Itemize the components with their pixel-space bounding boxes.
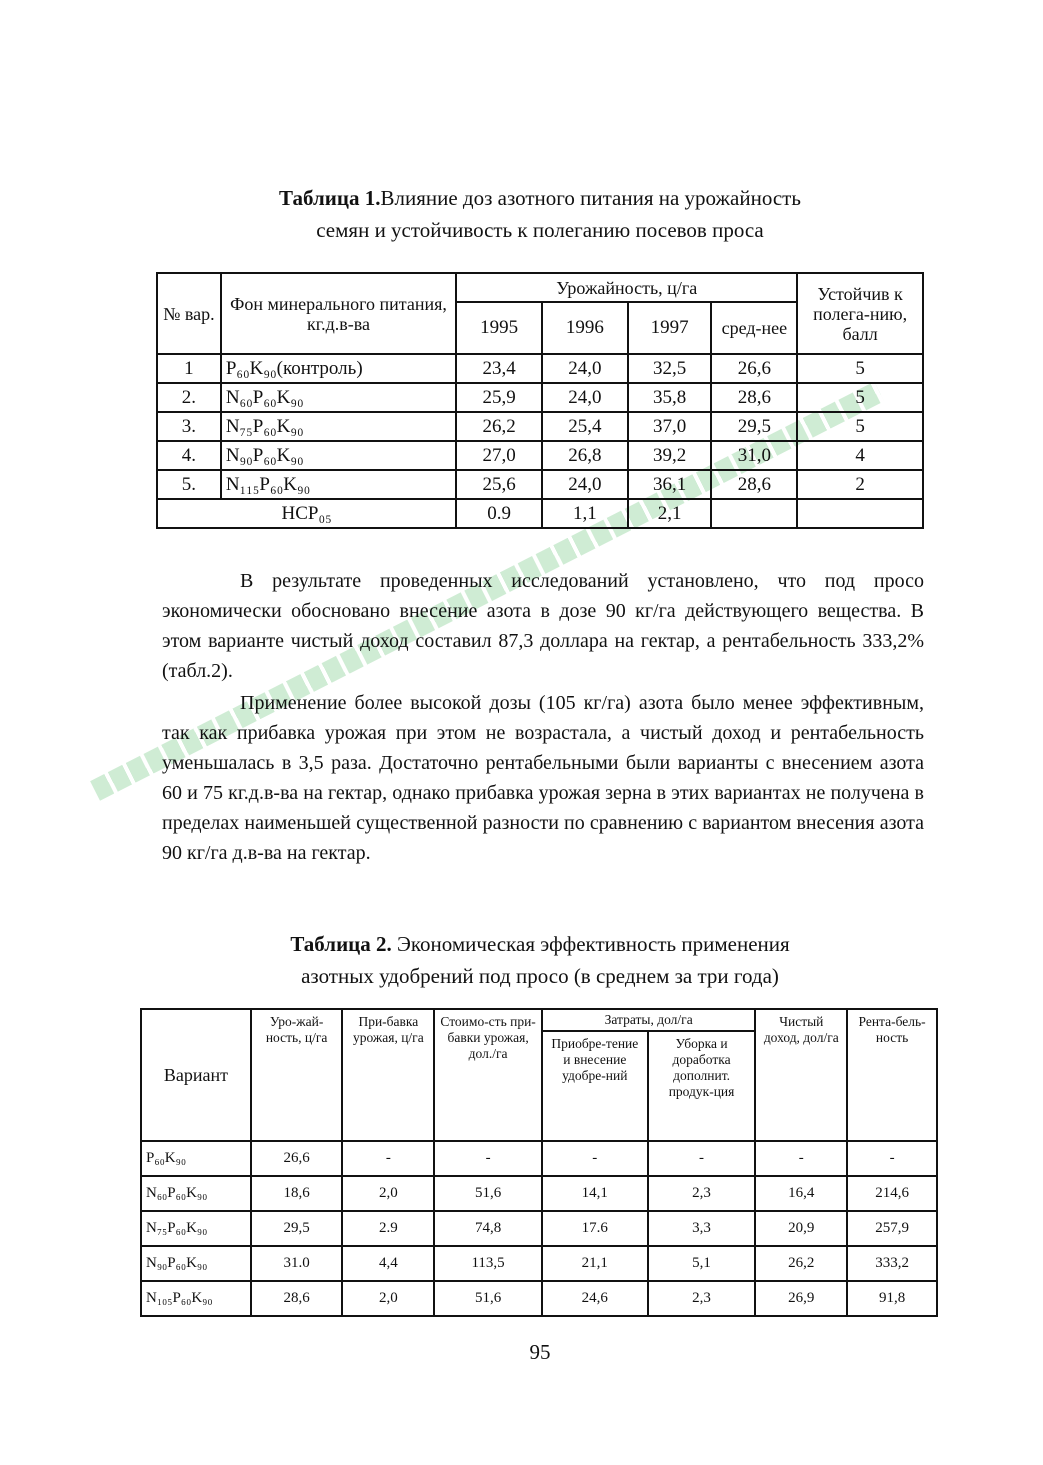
t1-cell-bg-main: N₁₁₅P₆₀K₉₀ — [225, 473, 311, 495]
t2-header-harvest: Уборка и доработка дополнит. продук-ция — [648, 1031, 756, 1141]
t2-cell-fert: 21,1 — [542, 1246, 648, 1281]
t2-cell-cost: 51,6 — [434, 1281, 542, 1316]
t1-cell-avg: 28,6 — [711, 470, 797, 499]
t2-cell-cost: 51,6 — [434, 1176, 542, 1211]
page-number: 95 — [529, 1340, 551, 1364]
t2-cell-fert: 17.6 — [542, 1211, 648, 1246]
t2-cell-profit: 257,9 — [847, 1211, 937, 1246]
t2-cell-harvest: 2,3 — [648, 1281, 756, 1316]
t2-cell-harvest: 5,1 — [648, 1246, 756, 1281]
table-row — [157, 354, 923, 383]
t1-cell-stability: 4 — [797, 441, 923, 470]
paragraph-2 — [162, 688, 924, 868]
t1-cell-bg-main: N₇₅P₆₀K₉₀ — [225, 415, 304, 437]
table1-title-line2: семян и устойчивость к полеганию посевов проса — [316, 218, 764, 242]
table-row — [141, 1246, 937, 1281]
t1-hsr-1995: 0.9 — [456, 499, 542, 528]
table2-title — [140, 928, 940, 992]
t1-cell-background — [221, 383, 456, 412]
t2-cell-net: 26,9 — [755, 1281, 847, 1316]
table-row — [157, 383, 923, 412]
table-row — [141, 1176, 937, 1211]
t1-cell-1996: 26,8 — [542, 441, 628, 470]
t2-cell-fert: 14,1 — [542, 1176, 648, 1211]
table2-title-lead: Таблица 2. — [290, 932, 392, 956]
t1-header-stability: Устойчив к полега-нию, балл — [797, 273, 923, 354]
t1-cell-background — [221, 412, 456, 441]
t2-cell-harvest: - — [648, 1141, 756, 1176]
t2-cell-increase: - — [342, 1141, 434, 1176]
table1-title — [140, 182, 940, 246]
t1-header-1996: 1996 — [542, 302, 628, 354]
table1-title-lead: Таблица 1. — [279, 186, 381, 210]
t2-cell-variant: N₆₀P₆₀K₉₀ — [141, 1176, 251, 1211]
t1-cell-avg: 29,5 — [711, 412, 797, 441]
t1-header-1997: 1997 — [628, 302, 712, 354]
t2-cell-variant: N₁₀₅P₆₀K₉₀ — [141, 1281, 251, 1316]
t2-cell-yield: 18,6 — [251, 1176, 343, 1211]
t2-cell-increase: 2.9 — [342, 1211, 434, 1246]
t1-cell-bg-main: N₆₀P₆₀K₉₀ — [225, 386, 304, 408]
t1-cell-1997: 32,5 — [628, 354, 712, 383]
table-row — [157, 441, 923, 470]
t1-cell-1996: 24,0 — [542, 470, 628, 499]
t2-cell-fert: 24,6 — [542, 1281, 648, 1316]
t1-cell-1995: 25,9 — [456, 383, 542, 412]
t1-cell-1997: 37,0 — [628, 412, 712, 441]
table-row — [157, 470, 923, 499]
t2-cell-net: 20,9 — [755, 1211, 847, 1246]
t1-cell-bg-main: N₉₀P₆₀K₉₀ — [225, 444, 304, 466]
t2-cell-net: 26,2 — [755, 1246, 847, 1281]
t1-cell-stability: 5 — [797, 412, 923, 441]
t1-cell-num: 2. — [157, 383, 221, 412]
t2-cell-variant: N₉₀P₆₀K₉₀ — [141, 1246, 251, 1281]
t2-cell-increase: 4,4 — [342, 1246, 434, 1281]
t1-hsr-1996: 1,1 — [542, 499, 628, 528]
table-row-hsr — [157, 499, 923, 528]
t2-header-net: Чистый доход, дол/га — [755, 1009, 847, 1141]
t1-cell-num: 4. — [157, 441, 221, 470]
t1-cell-1995: 25,6 — [456, 470, 542, 499]
t2-cell-harvest: 3,3 — [648, 1211, 756, 1246]
t2-cell-increase: 2,0 — [342, 1281, 434, 1316]
t2-cell-profit: - — [847, 1141, 937, 1176]
t2-cell-increase: 2,0 — [342, 1176, 434, 1211]
t1-cell-1996: 25,4 — [542, 412, 628, 441]
t1-header-1995: 1995 — [456, 302, 542, 354]
t1-cell-1995: 27,0 — [456, 441, 542, 470]
t1-cell-stability: 5 — [797, 354, 923, 383]
t1-header-num: № вар. — [157, 273, 221, 354]
t1-cell-1995: 26,2 — [456, 412, 542, 441]
t2-header-cost: Стоимо-сть при-бавки урожая, дол./га — [434, 1009, 542, 1141]
t2-cell-cost: 74,8 — [434, 1211, 542, 1246]
t1-cell-1996: 24,0 — [542, 383, 628, 412]
t1-cell-bg-suffix: (контроль) — [276, 357, 363, 379]
t2-cell-fert: - — [542, 1141, 648, 1176]
t2-header-increase: При-бавка урожая, ц/га — [342, 1009, 434, 1141]
table1 — [156, 272, 924, 529]
t1-cell-num: 1 — [157, 354, 221, 383]
paragraph-1 — [162, 566, 924, 686]
t2-cell-net: 16,4 — [755, 1176, 847, 1211]
t1-cell-avg: 28,6 — [711, 383, 797, 412]
table-row — [141, 1281, 937, 1316]
t2-cell-profit: 333,2 — [847, 1246, 937, 1281]
t1-cell-avg: 26,6 — [711, 354, 797, 383]
t1-hsr-avg-empty — [711, 499, 797, 528]
t2-cell-profit: 214,6 — [847, 1176, 937, 1211]
t1-header-yield: Урожайность, ц/га — [456, 273, 797, 302]
t2-cell-yield: 31.0 — [251, 1246, 343, 1281]
t2-cell-yield: 28,6 — [251, 1281, 343, 1316]
t1-cell-stability: 2 — [797, 470, 923, 499]
t1-cell-background — [221, 470, 456, 499]
t1-cell-1995: 23,4 — [456, 354, 542, 383]
t1-cell-stability: 5 — [797, 383, 923, 412]
table-row — [157, 412, 923, 441]
t1-cell-bg-main: P₆₀K₉₀ — [225, 357, 277, 379]
table2-title-line2: азотных удобрений под просо (в среднем за три года) — [301, 964, 779, 988]
t2-cell-net: - — [755, 1141, 847, 1176]
table-row — [141, 1141, 937, 1176]
t2-cell-harvest: 2,3 — [648, 1176, 756, 1211]
table2 — [140, 1008, 938, 1317]
table2-title-rest: Экономическая эффективность применения — [391, 932, 790, 956]
t1-cell-background — [221, 441, 456, 470]
t1-hsr-stability-empty — [797, 499, 923, 528]
t1-header-background: Фон минерального питания, кг.д.в-ва — [221, 273, 456, 354]
t2-header-variant: Вариант — [141, 1009, 251, 1141]
t1-hsr-1997: 2,1 — [628, 499, 712, 528]
t1-cell-1996: 24,0 — [542, 354, 628, 383]
t1-header-avg: сред-нее — [711, 302, 797, 354]
t2-cell-variant: P₆₀K₉₀ — [141, 1141, 251, 1176]
t2-cell-yield: 26,6 — [251, 1141, 343, 1176]
table-row — [141, 1211, 937, 1246]
t2-header-yield: Уро-жай-ность, ц/га — [251, 1009, 343, 1141]
t2-header-profit: Рента-бель-ность — [847, 1009, 937, 1141]
t1-cell-num: 5. — [157, 470, 221, 499]
t1-cell-num: 3. — [157, 412, 221, 441]
t2-header-fert: Приобре-тение и внесение удобре-ний — [542, 1031, 648, 1141]
t2-cell-cost: 113,5 — [434, 1246, 542, 1281]
t2-cell-profit: 91,8 — [847, 1281, 937, 1316]
paragraph-1-text: В результате проведенных исследований установлено, что под просо экономически обосновано внесение азота в дозе 90 кг/га действующего вещества. В этом варианте чистый доход составил 87,3 доллара на гектар, а рентабельность 333,2% (табл.2). — [162, 570, 924, 682]
table1-title-rest: Влияние доз азотного питания на урожайность — [380, 186, 801, 210]
t1-cell-1997: 36,1 — [628, 470, 712, 499]
t2-cell-cost: - — [434, 1141, 542, 1176]
t1-hsr-label: НСР₀₅ — [157, 499, 456, 528]
paragraph-2-text: Применение более высокой дозы (105 кг/га) азота было менее эффективным, так как прибавка урожая при этом не возрастала, а чистый доход и рентабельность уменьшалась в 3,5 раза. Достаточно рентабельными были варианты с внесением азота 60 и 75 кг.д.в-ва на гектар, однако прибавка урожая зерна в этих вариантах не получена в пределах наименьшей существенной разности по сравнению с вариантом внесения азота 90 кг/га д.в-ва на гектар. — [162, 692, 924, 864]
t1-cell-background — [221, 354, 456, 383]
t2-cell-yield: 29,5 — [251, 1211, 343, 1246]
t2-header-expenses: Затраты, дол/га — [542, 1009, 755, 1031]
t1-cell-avg: 31,0 — [711, 441, 797, 470]
t1-cell-1997: 39,2 — [628, 441, 712, 470]
t2-cell-variant: N₇₅P₆₀K₉₀ — [141, 1211, 251, 1246]
t1-cell-1997: 35,8 — [628, 383, 712, 412]
